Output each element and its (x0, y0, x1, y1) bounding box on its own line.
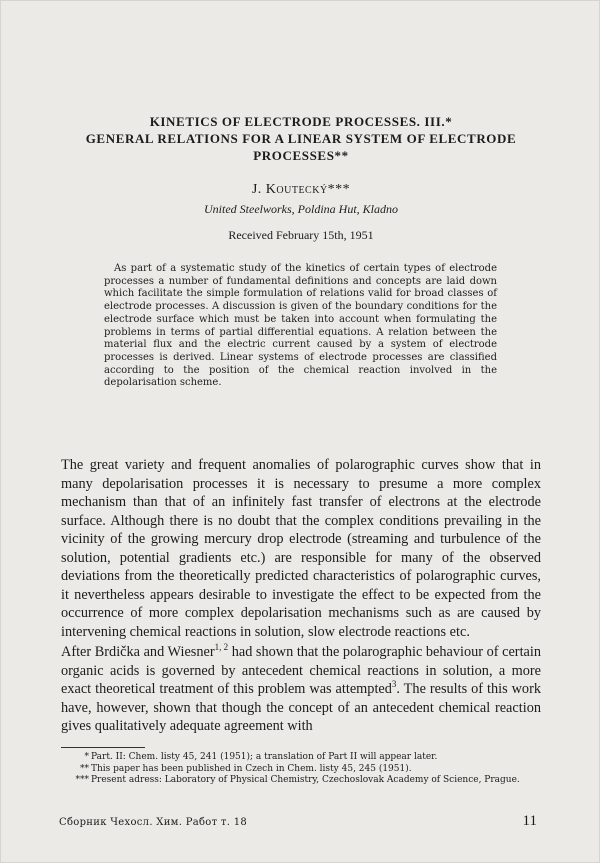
reference-3: 3 (391, 679, 397, 690)
abstract: As part of a systematic study of the kinetics of certain types of electrode processes a number of fundamental definitions and concepts are laid down which facilitate the simple formulation of relations valid for broad classes of electrode processes. A discussion is given of the boundary conditions for the electrode surface which must be taken into account when formulating the problems in terms of partial differential equations. A relation between the material flux and the electric current caused by a system of electrode processes is derived. Linear systems of electrode processes are classified according to the position of the chemical reaction involved in the depolarisation scheme. (104, 263, 497, 389)
footnote-3 (61, 775, 541, 787)
footnote-mark: * (84, 752, 89, 762)
p2-text-c: . The results of this work have, however, shown that though the concept of an antecedent chemical reaction gives qualitatively adequate agreement with (61, 681, 541, 734)
footnote-2 (61, 764, 541, 776)
title-line-3: PROCESSES** (253, 148, 349, 163)
reference-1-2: 1, 2 (214, 642, 229, 653)
footnote-rule (61, 747, 145, 748)
p2-text-a: After Brdička and Wiesner (61, 644, 215, 660)
author-footnote-mark: *** (327, 182, 351, 197)
article-title (61, 113, 541, 164)
footnote-mark: ** (80, 763, 89, 774)
title-line-1: KINETICS OF ELECTRODE PROCESSES. III.* (149, 114, 453, 129)
received-date: Received February 15th, 1951 (228, 228, 374, 242)
journal-footer: Сборник Чехосл. Хим. Работ т. 18 (59, 817, 248, 828)
footnote-text: This paper has been published in Czech in Chem. listy 45, 245 (1951). (91, 763, 412, 774)
p2-text-b: had shown that the polarographic behaviour of certain organic acids is governed by antecedent chemical reactions in solution, a more exact theoretical treatment of this problem was attempted (61, 644, 542, 697)
author-surname: Koutecký (265, 182, 328, 197)
page-number: 11 (522, 813, 537, 829)
footnote-text: Present adress: Laboratory of Physical Chemistry, Czechoslovak Academy of Science, Prague. (91, 775, 520, 786)
affiliation: United Steelworks, Poldina Hut, Kladno (204, 202, 398, 216)
author-line (61, 182, 541, 198)
body-text (61, 456, 541, 738)
title-line-2: GENERAL RELATIONS FOR A LINEAR SYSTEM OF ELECTRODE (85, 131, 517, 146)
footnotes (61, 752, 541, 787)
body-paragraph-2 (61, 643, 541, 736)
footnote-text: Part. II: Chem. listy 45, 241 (1951); a translation of Part II will appear later. (91, 752, 438, 762)
footnote-1 (61, 752, 541, 764)
footnote-mark: *** (75, 775, 89, 786)
author-initial: J. (251, 182, 266, 197)
body-paragraph-1: The great variety and frequent anomalies of polarographic curves show that in many depolarisation processes it is necessary to presume a more complex mechanism than that of an infinitely fast transfer of electrons at the electrode surface. Although there is no doubt that the complex conditions prevailing in the vicinity of the growing mercury drop electrode (streaming and turbulence of the solution, potential gradients etc.) are responsible for many of the observed deviations from the theoretically predicted characteristics of polarographic curves, it nevertheless appears desirable to investigate the effect to be expected from the occurrence of more complex depolarisation mechanisms such as are caused by intervening chemical reactions in solution, slow electrode reactions etc. (61, 457, 541, 640)
